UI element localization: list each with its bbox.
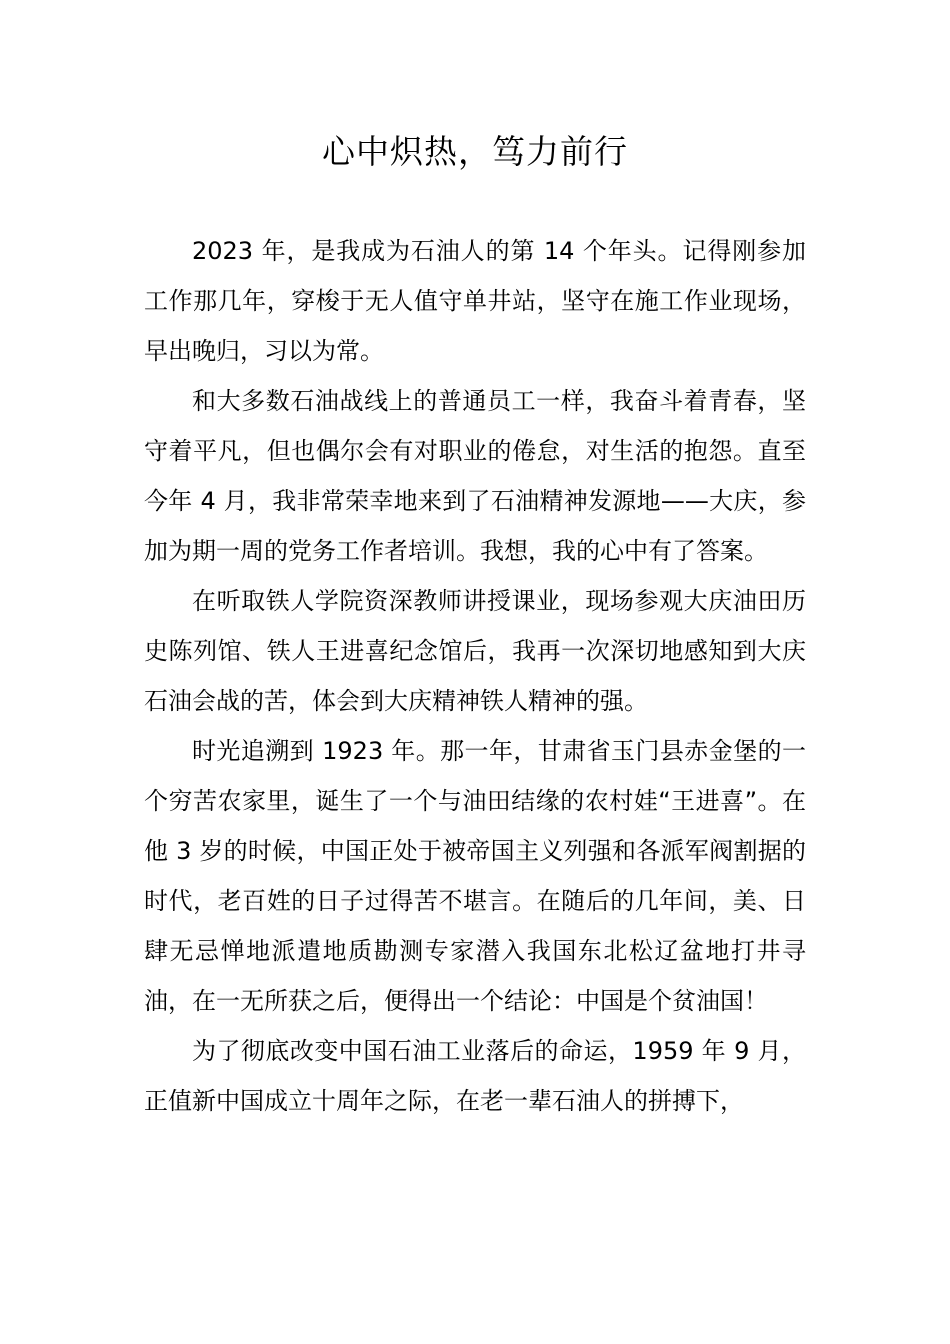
document-title: 心中炽热，笃力前行 <box>322 132 628 171</box>
paragraph-5: 为了彻底改变中国石油工业落后的命运，1959 年 9 月，正值新中国成立十周年之际，在老一辈石油人的拼搏下， <box>144 1037 806 1115</box>
document-body <box>144 226 806 1126</box>
paragraph-3: 在听取铁人学院资深教师讲授课业，现场参观大庆油田历史陈列馆、铁人王进喜纪念馆后，我再一次深切地感知到大庆石油会战的苦，体会到大庆精神铁人精神的强。 <box>144 587 806 715</box>
paragraph-2: 和大多数石油战线上的普通员工一样，我奋斗着青春，坚守着平凡，但也偶尔会有对职业的倦怠，对生活的抱怨。直至今年 4 月，我非常荣幸地来到了石油精神发源地——大庆，参加为期一周的党务工作者培训。我想，我的心中有了答案。 <box>144 387 806 565</box>
paragraph-4: 时光追溯到 1923 年。那一年，甘肃省玉门县赤金堡的一个穷苦农家里，诞生了一个与油田结缘的农村娃“王进喜”。在他 3 岁的时候，中国正处于被帝国主义列强和各派军阀割据的时代，老百姓的日子过得苦不堪言。在随后的几年间，美、日肆无忌惮地派遣地质勘测专家潜入我国东北松辽盆地打井寻油，在一无所获之后，便得出一个结论：中国是个贫油国！ <box>144 737 806 1015</box>
paragraph-1: 2023 年，是我成为石油人的第 14 个年头。记得刚参加工作那几年，穿梭于无人值守单井站，坚守在施工作业现场，早出晚归，习以为常。 <box>144 237 806 365</box>
